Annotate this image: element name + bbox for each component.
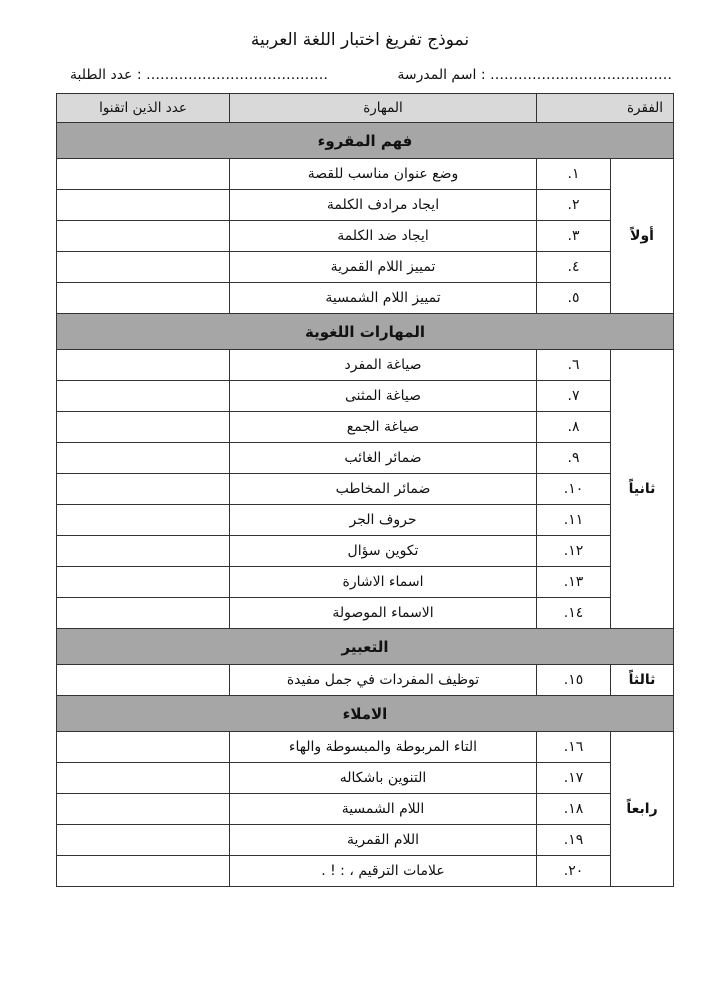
mastered-count-cell[interactable] <box>57 283 230 314</box>
item-number: ١٣. <box>537 567 611 598</box>
table-row <box>57 474 674 505</box>
mastered-count-cell[interactable] <box>57 505 230 536</box>
mastered-count-cell[interactable] <box>57 443 230 474</box>
mastered-count-cell[interactable] <box>57 474 230 505</box>
table-row <box>57 567 674 598</box>
skill-name: ضمائر الغائب <box>230 443 537 474</box>
page-title: نموذج تفريغ اختبار اللغة العربية <box>250 30 470 50</box>
school-name-line <box>397 67 672 83</box>
item-number: ٢٠. <box>537 856 611 887</box>
skill-name: اللام القمرية <box>230 825 537 856</box>
mastered-count-cell[interactable] <box>57 536 230 567</box>
skill-name: التاء المربوطة والمبسوطة والهاء <box>230 732 537 763</box>
item-number: ٤. <box>537 252 611 283</box>
mastered-count-cell[interactable] <box>57 252 230 283</box>
table-row <box>57 825 674 856</box>
mastered-count-cell[interactable] <box>57 221 230 252</box>
skill-name: وضع عنوان مناسب للقصة <box>230 159 537 190</box>
skill-name: ضمائر المخاطب <box>230 474 537 505</box>
skill-name: ايجاد مرادف الكلمة <box>230 190 537 221</box>
item-number: ١٧. <box>537 763 611 794</box>
item-number: ٣. <box>537 221 611 252</box>
item-number: ١٦. <box>537 732 611 763</box>
table-row <box>57 665 674 696</box>
item-number: ٩. <box>537 443 611 474</box>
table-row <box>57 443 674 474</box>
mastered-count-cell[interactable] <box>57 598 230 629</box>
section-title: الاملاء <box>57 696 674 732</box>
skill-name: تمييز اللام القمرية <box>230 252 537 283</box>
skill-name: اسماء الاشارة <box>230 567 537 598</box>
section-title: المهارات اللغوية <box>57 314 674 350</box>
mastered-count-cell[interactable] <box>57 732 230 763</box>
item-number: ٥. <box>537 283 611 314</box>
table-row <box>57 598 674 629</box>
item-number: ٢. <box>537 190 611 221</box>
item-number: ١١. <box>537 505 611 536</box>
skill-name: تمييز اللام الشمسية <box>230 283 537 314</box>
table-row <box>57 190 674 221</box>
skill-name: ايجاد ضد الكلمة <box>230 221 537 252</box>
item-number: ١٥. <box>537 665 611 696</box>
students-count-blank[interactable]: ………………………………… <box>146 67 329 83</box>
item-number: ١٠. <box>537 474 611 505</box>
table-row <box>57 763 674 794</box>
students-count-line <box>70 67 328 83</box>
group-label: ثالثاً <box>611 665 674 696</box>
table-row <box>57 252 674 283</box>
results-table <box>56 93 674 887</box>
section-header-row <box>57 314 674 350</box>
school-name-label: اسم المدرسة : <box>397 67 486 83</box>
item-number: ١. <box>537 159 611 190</box>
section-header-row <box>57 123 674 159</box>
column-header-count: عدد الذين اتقنوا <box>57 94 230 123</box>
skill-name: التنوين باشكاله <box>230 763 537 794</box>
table-row <box>57 350 674 381</box>
mastered-count-cell[interactable] <box>57 763 230 794</box>
column-header-skill: المهارة <box>230 94 537 123</box>
group-label: ثانياً <box>611 350 674 629</box>
table-row <box>57 536 674 567</box>
mastered-count-cell[interactable] <box>57 381 230 412</box>
table-row <box>57 159 674 190</box>
mastered-count-cell[interactable] <box>57 350 230 381</box>
item-number: ١٨. <box>537 794 611 825</box>
table-row <box>57 412 674 443</box>
item-number: ١٩. <box>537 825 611 856</box>
item-number: ٧. <box>537 381 611 412</box>
skill-name: علامات الترقيم ، : ! . <box>230 856 537 887</box>
group-label: أولاً <box>611 159 674 314</box>
skill-name: توظيف المفردات في جمل مفيدة <box>230 665 537 696</box>
school-name-blank[interactable]: ………………………………… <box>490 67 672 83</box>
column-header-item: الفقرة <box>537 94 674 123</box>
group-label: رابعاً <box>611 732 674 887</box>
table-header-row <box>57 94 674 123</box>
section-title: التعبير <box>57 629 674 665</box>
skill-name: حروف الجر <box>230 505 537 536</box>
mastered-count-cell[interactable] <box>57 856 230 887</box>
mastered-count-cell[interactable] <box>57 794 230 825</box>
table-row <box>57 856 674 887</box>
mastered-count-cell[interactable] <box>57 567 230 598</box>
table-row <box>57 283 674 314</box>
table-row <box>57 505 674 536</box>
skill-name: صياغة الجمع <box>230 412 537 443</box>
table-row <box>57 794 674 825</box>
mastered-count-cell[interactable] <box>57 159 230 190</box>
mastered-count-cell[interactable] <box>57 825 230 856</box>
table-row <box>57 732 674 763</box>
item-number: ١٤. <box>537 598 611 629</box>
table-row <box>57 381 674 412</box>
mastered-count-cell[interactable] <box>57 190 230 221</box>
section-header-row <box>57 696 674 732</box>
students-count-label: عدد الطلبة : <box>70 67 142 83</box>
skill-name: صياغة المثنى <box>230 381 537 412</box>
section-header-row <box>57 629 674 665</box>
section-title: فهم المقروء <box>57 123 674 159</box>
skill-name: اللام الشمسية <box>230 794 537 825</box>
mastered-count-cell[interactable] <box>57 665 230 696</box>
item-number: ١٢. <box>537 536 611 567</box>
item-number: ٦. <box>537 350 611 381</box>
table-row <box>57 221 674 252</box>
skill-name: صياغة المفرد <box>230 350 537 381</box>
skill-name: تكوين سؤال <box>230 536 537 567</box>
item-number: ٨. <box>537 412 611 443</box>
skill-name: الاسماء الموصولة <box>230 598 537 629</box>
mastered-count-cell[interactable] <box>57 412 230 443</box>
